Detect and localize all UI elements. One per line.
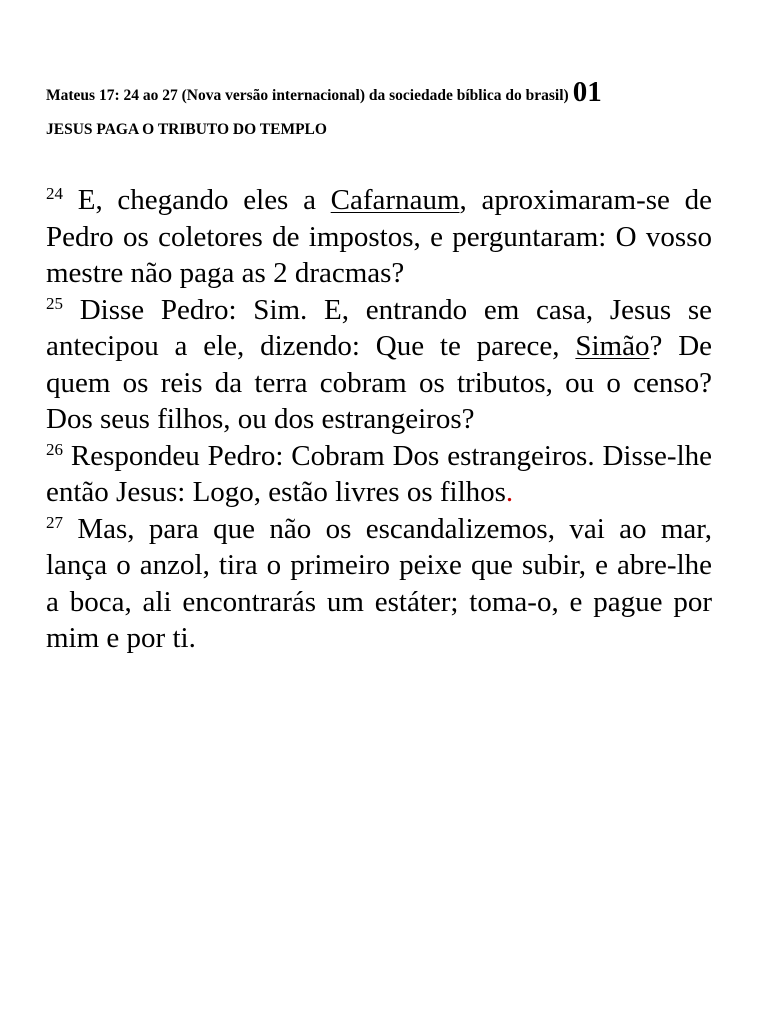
section-title: JESUS PAGA O TRIBUTO DO TEMPLO (46, 121, 327, 138)
name-link-simao[interactable]: Simão (575, 330, 650, 362)
verse-number: 27 (46, 512, 63, 532)
reference-text: Mateus 17: 24 ao 27 (Nova versão internacional) da sociedade bíblica do brasil) (46, 87, 569, 104)
verse-number: 25 (46, 293, 63, 313)
verse-text: Respondeu Pedro: Cobram Dos estrangeiros. Disse-lhe então Jesus: Logo, estão livres os filhos (46, 439, 713, 508)
verse-25 (46, 292, 712, 438)
place-link-cafarnaum[interactable]: Cafarnaum (330, 184, 460, 216)
verse-24 (46, 182, 712, 292)
verse-text: Disse Pedro: Sim. E, entrando em casa, Jesus se antecipou a ele, dizendo: Que te parece, (46, 293, 712, 362)
verse-number: 24 (46, 184, 63, 203)
passage-reference (46, 72, 602, 116)
page-number: 01 (572, 76, 602, 108)
verse-26 (46, 438, 712, 511)
scripture-body (46, 182, 712, 657)
verse-text: ? De quem os reis da terra cobram os tributos, ou o censo? Dos seus filhos, ou dos estrangeiros? (46, 330, 713, 435)
verse-text: E, chegando eles a (77, 184, 331, 216)
verse-text: , aproximaram-se de Pedro os coletores de impostos, e perguntaram: O vosso mestre não paga as 2 dracmas? (46, 184, 712, 289)
verse-number: 26 (46, 439, 63, 459)
red-period-mark: . (505, 476, 514, 508)
verse-27 (46, 511, 712, 657)
verse-text: Mas, para que não os escandalizemos, vai ao mar, lança o anzol, tira o primeiro peixe que subir, e abre-lhe a boca, ali encontrarás um estáter; toma-o, e pague por mim e por ti. (46, 512, 712, 654)
